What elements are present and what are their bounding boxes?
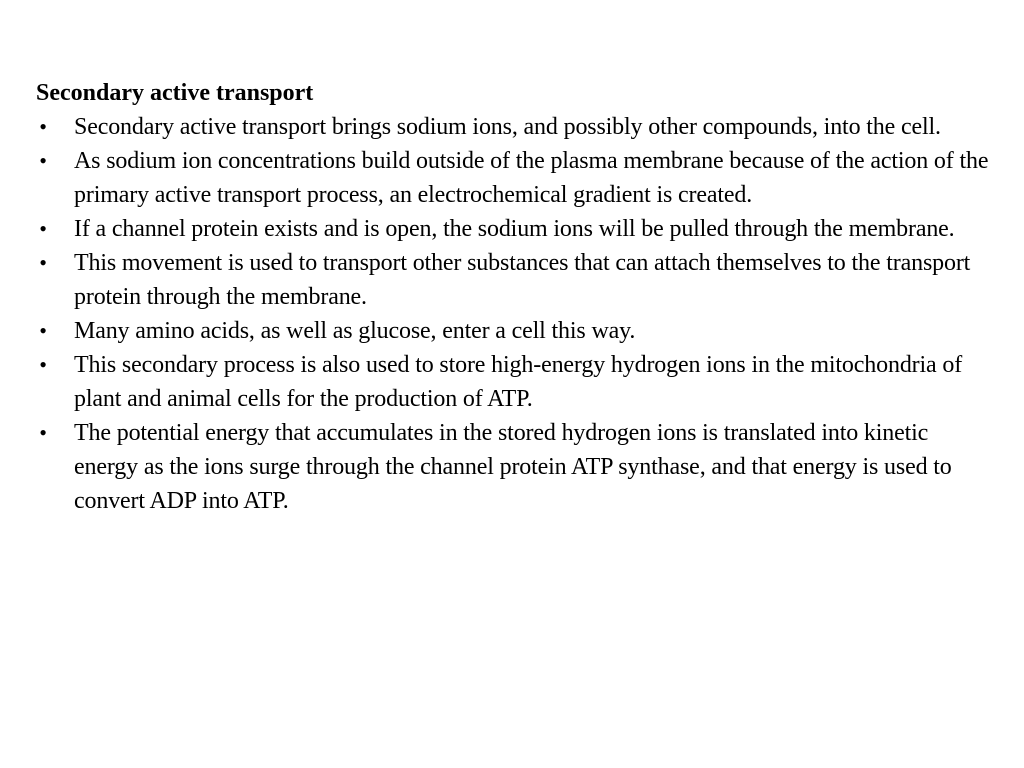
bullet-icon: • [39, 114, 47, 139]
bullet-item [36, 314, 996, 348]
bullet-text: This movement is used to transport other substances that can attach themselves to the transport protein through the membrane. [74, 250, 971, 310]
bullet-item [36, 348, 996, 416]
bullet-item [36, 110, 996, 144]
bullet-icon: • [39, 420, 47, 445]
bullet-text: This secondary process is also used to store high-energy hydrogen ions in the mitochondria of plant and animal cells for the production of ATP. [74, 352, 963, 412]
bullet-icon: • [39, 216, 47, 241]
bullet-text: The potential energy that accumulates in the stored hydrogen ions is translated into kinetic energy as the ions surge through the channel protein ATP synthase, and that energy is used to convert ADP into ATP. [74, 420, 952, 514]
bullet-icon: • [39, 148, 47, 173]
bullet-icon: • [39, 250, 47, 275]
bullet-text: Secondary active transport brings sodium ions, and possibly other compounds, into the cell. [74, 114, 941, 140]
bullet-text: Many amino acids, as well as glucose, enter a cell this way. [74, 318, 636, 344]
bullet-item [36, 246, 996, 314]
bullet-text: If a channel protein exists and is open, the sodium ions will be pulled through the membrane. [74, 216, 955, 242]
bullet-icon: • [39, 318, 47, 343]
bullet-text: As sodium ion concentrations build outside of the plasma membrane because of the action of the primary active transport process, an electrochemical gradient is created. [74, 148, 989, 208]
bullet-item [36, 212, 996, 246]
slide-content [36, 76, 996, 518]
bullet-item [36, 416, 996, 518]
slide-title: Secondary active transport [36, 80, 314, 106]
bullet-item [36, 144, 996, 212]
bullet-icon: • [39, 352, 47, 377]
bullet-list [36, 110, 996, 518]
